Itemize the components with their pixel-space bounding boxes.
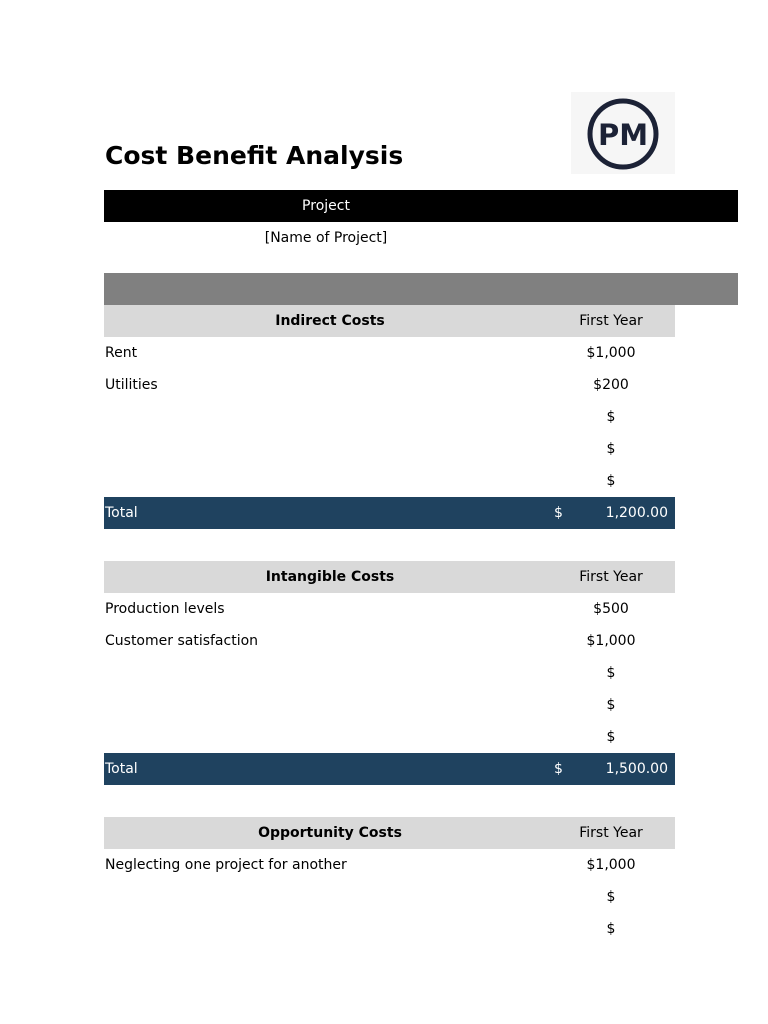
row-label: Customer satisfaction (105, 633, 259, 649)
row-value: $ (606, 441, 616, 457)
column-header: First Year (579, 569, 643, 585)
table-row[interactable] (104, 913, 675, 945)
indirect-costs-section (104, 305, 675, 529)
column-header: First Year (579, 313, 643, 329)
row-value: $ (606, 697, 616, 713)
total-label: Total (105, 505, 138, 521)
table-row[interactable] (104, 593, 675, 625)
row-value: $1,000 (586, 345, 636, 361)
total-amount: 1,500.00 (605, 761, 668, 777)
section-header (104, 817, 675, 849)
table-row[interactable] (104, 721, 675, 753)
separator-band (104, 273, 738, 305)
page-title: Cost Benefit Analysis (105, 141, 404, 170)
total-currency: $ (554, 761, 563, 777)
total-row (104, 497, 675, 529)
table-row[interactable] (104, 401, 675, 433)
total-label: Total (105, 761, 138, 777)
row-value: $1,000 (586, 633, 636, 649)
section-header (104, 305, 675, 337)
row-label: Utilities (105, 377, 158, 393)
logo (571, 92, 675, 174)
logo-text: PM (597, 118, 649, 152)
total-currency: $ (554, 505, 563, 521)
row-label: Rent (105, 345, 138, 361)
row-value: $500 (593, 601, 629, 617)
row-value: $ (606, 921, 616, 937)
row-value: $ (606, 409, 616, 425)
total-amount: 1,200.00 (605, 505, 668, 521)
table-row[interactable] (104, 433, 675, 465)
table-row[interactable] (104, 369, 675, 401)
table-row[interactable] (104, 337, 675, 369)
table-row[interactable] (104, 689, 675, 721)
table-row[interactable] (104, 881, 675, 913)
row-label: Neglecting one project for another (105, 857, 347, 873)
table-row[interactable] (104, 657, 675, 689)
project-header-label: Project (302, 198, 350, 214)
column-header: First Year (579, 825, 643, 841)
intangible-costs-section (104, 561, 675, 785)
project-header-bar (104, 190, 738, 222)
row-value: $1,000 (586, 857, 636, 873)
section-title: Opportunity Costs (258, 825, 402, 841)
section-title: Intangible Costs (265, 569, 395, 585)
table-row[interactable] (104, 849, 675, 881)
opportunity-costs-section (104, 817, 675, 945)
project-name-cell[interactable]: [Name of Project] (264, 230, 388, 246)
section-header (104, 561, 675, 593)
row-label: Production levels (105, 601, 225, 617)
total-row (104, 753, 675, 785)
section-title: Indirect Costs (275, 313, 385, 329)
pm-logo-icon (585, 96, 661, 172)
row-value: $ (606, 473, 616, 489)
table-row[interactable] (104, 465, 675, 497)
row-value: $ (606, 889, 616, 905)
row-value: $200 (593, 377, 629, 393)
row-value: $ (606, 665, 616, 681)
table-row[interactable] (104, 625, 675, 657)
row-value: $ (606, 729, 616, 745)
